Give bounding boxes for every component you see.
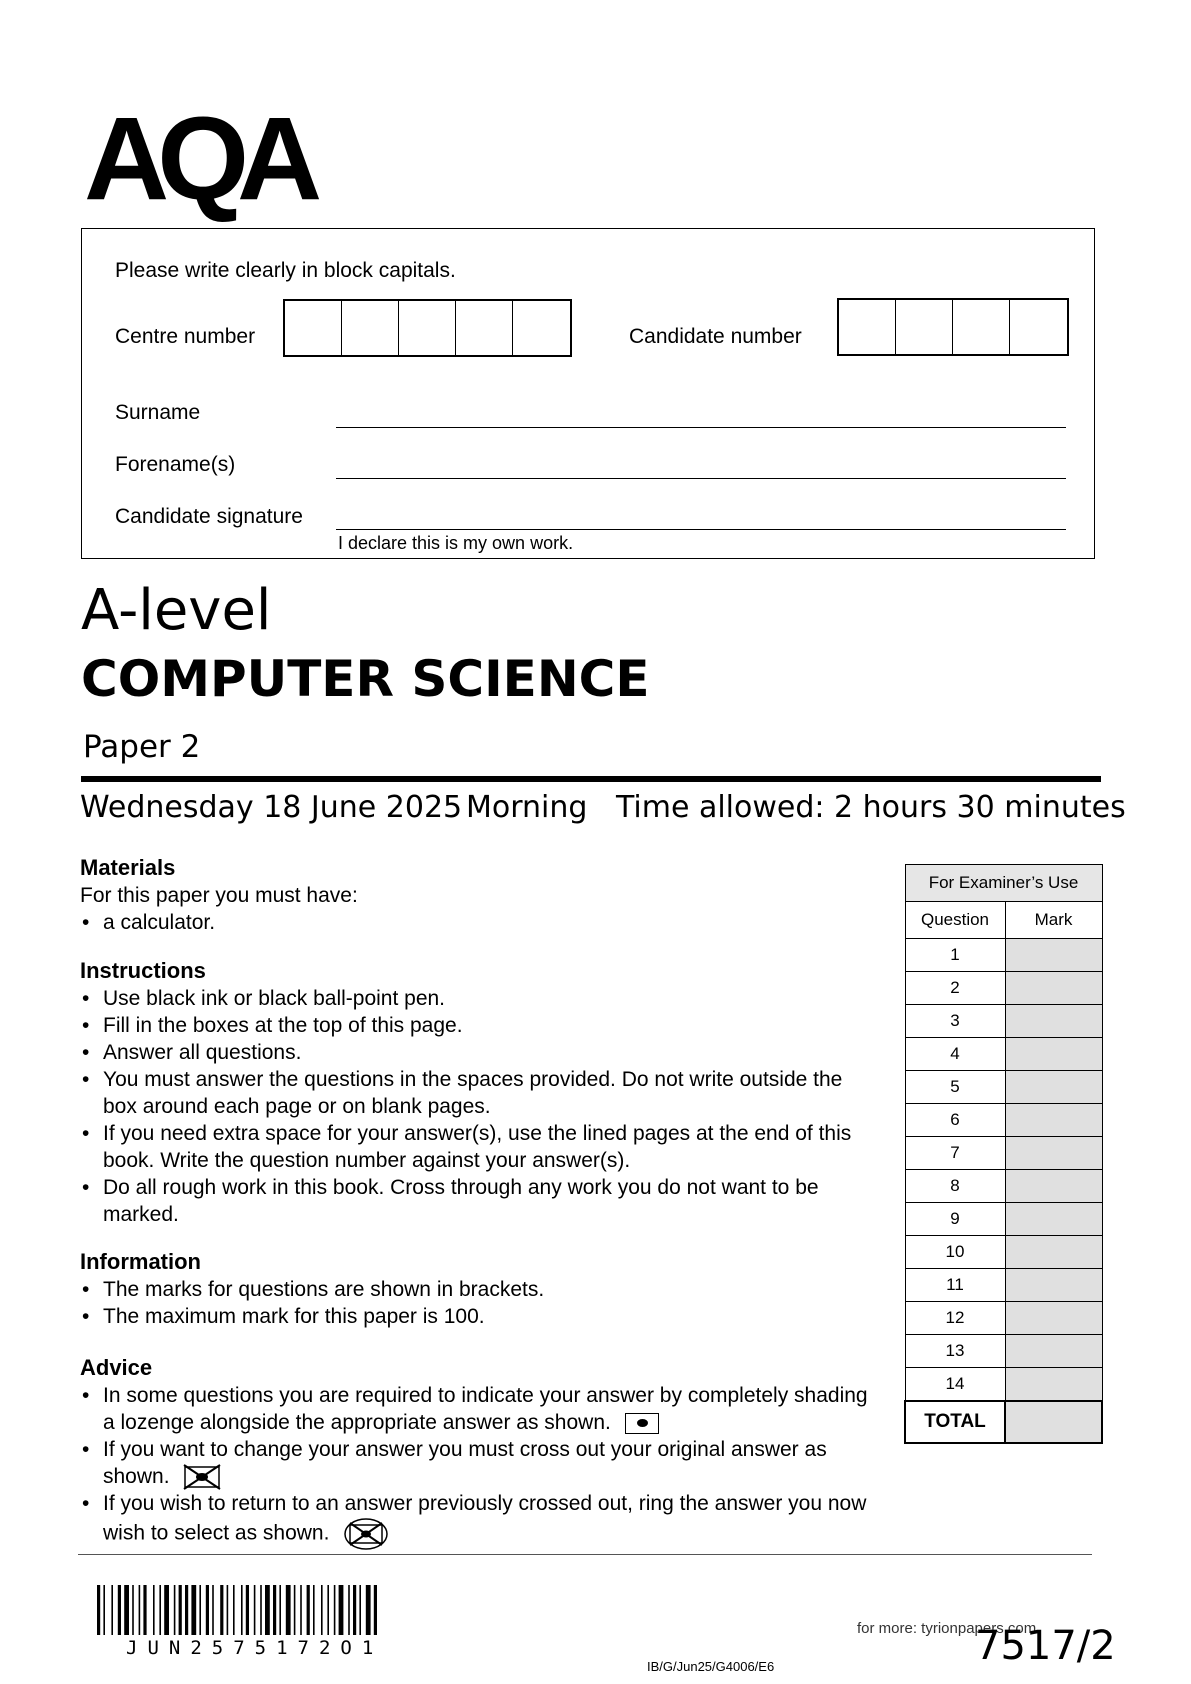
mark-cell[interactable] (1005, 1236, 1102, 1269)
centre-number-label: Centre number (115, 325, 256, 348)
materials-item: • a calculator. (80, 909, 870, 936)
title-divider (81, 776, 1101, 782)
information-item: • The marks for questions are shown in brackets. (80, 1276, 870, 1303)
question-number: 14 (905, 1368, 1005, 1402)
advice-heading: Advice (80, 1355, 153, 1380)
question-number: 13 (905, 1335, 1005, 1368)
subject-title: COMPUTER SCIENCE (81, 650, 650, 708)
candidate-details-box (81, 228, 1095, 559)
candidate-number-cell[interactable] (896, 300, 953, 354)
surname-label: Surname (115, 401, 201, 424)
information-section (80, 1248, 870, 1330)
question-number: 12 (905, 1302, 1005, 1335)
question-number: 11 (905, 1269, 1005, 1302)
mark-cell[interactable] (1005, 1137, 1102, 1170)
mark-cell[interactable] (1005, 1170, 1102, 1203)
advice-section (80, 1354, 870, 1551)
question-column-header: Question (905, 902, 1005, 939)
instructions-heading: Instructions (80, 958, 206, 983)
instruction-item: • If you need extra space for your answer(s), use the lined pages at the end of this book. Write the question number against your answer(s). (80, 1120, 870, 1174)
question-number: 3 (905, 1005, 1005, 1038)
advice-item-text: If you wish to return to an answer previously crossed out, ring the answer you now wish to select as shown. (103, 1492, 867, 1545)
question-number: 1 (905, 939, 1005, 972)
centre-number-cell[interactable] (342, 301, 399, 355)
question-number: 2 (905, 972, 1005, 1005)
crossed-lozenge-icon (183, 1464, 221, 1490)
centre-number-cell[interactable] (513, 301, 570, 355)
paper-number: Paper 2 (83, 729, 201, 765)
mark-cell[interactable] (1005, 1368, 1102, 1402)
forenames-label: Forename(s) (115, 453, 236, 476)
time-allowed: Time allowed: 2 hours 30 minutes (616, 790, 1126, 825)
centre-number-boxes (283, 299, 572, 357)
examiner-table-title: For Examiner’s Use (905, 865, 1102, 902)
mark-column-header: Mark (1005, 902, 1102, 939)
advice-item (80, 1436, 870, 1490)
mark-cell[interactable] (1005, 972, 1102, 1005)
question-number: 9 (905, 1203, 1005, 1236)
information-heading: Information (80, 1249, 201, 1274)
declaration-text: I declare this is my own work. (338, 533, 574, 553)
centre-number-cell[interactable] (285, 301, 342, 355)
candidate-number-boxes (837, 298, 1069, 356)
instruction-item: • Fill in the boxes at the top of this page. (80, 1012, 870, 1039)
exam-session: Morning (466, 790, 588, 825)
mark-cell[interactable] (1005, 1335, 1102, 1368)
instruction-item: • Do all rough work in this book. Cross through any work you do not want to be marked. (80, 1174, 870, 1228)
advice-item (80, 1490, 870, 1551)
total-label: TOTAL (905, 1401, 1005, 1443)
materials-intro: For this paper you must have: (80, 884, 358, 907)
mark-cell[interactable] (1005, 939, 1102, 972)
aqa-logo: AQA (84, 93, 311, 225)
mark-cell[interactable] (1005, 1203, 1102, 1236)
document-reference: IB/G/Jun25/G4006/E6 (647, 1659, 775, 1674)
signature-field[interactable] (336, 529, 1066, 530)
for-more-text: for more: tyrionpapers.com (857, 1620, 1037, 1637)
instruction-item: • Answer all questions. (80, 1039, 870, 1066)
advice-item-text: In some questions you are required to indicate your answer by completely shading a lozenge alongside the appropriate answer as shown. (103, 1384, 868, 1434)
mark-cell[interactable] (1005, 1302, 1102, 1335)
block-capitals-instruction: Please write clearly in block capitals. (115, 259, 456, 282)
centre-number-cell[interactable] (399, 301, 456, 355)
candidate-number-cell[interactable] (839, 300, 896, 354)
total-mark-cell[interactable] (1005, 1401, 1102, 1443)
ringed-lozenge-icon (343, 1517, 389, 1551)
candidate-number-cell[interactable] (953, 300, 1010, 354)
footer-divider (78, 1554, 1092, 1555)
question-number: 4 (905, 1038, 1005, 1071)
materials-section (80, 854, 870, 936)
mark-cell[interactable] (1005, 1005, 1102, 1038)
candidate-number-label: Candidate number (629, 325, 802, 348)
mark-cell[interactable] (1005, 1071, 1102, 1104)
surname-field[interactable] (336, 427, 1066, 428)
mark-cell[interactable] (1005, 1038, 1102, 1071)
instruction-item: • You must answer the questions in the spaces provided. Do not write outside the box around each page or on blank pages. (80, 1066, 870, 1120)
signature-label: Candidate signature (115, 505, 303, 528)
forenames-field[interactable] (336, 478, 1066, 479)
question-number: 10 (905, 1236, 1005, 1269)
barcode-image (97, 1585, 481, 1635)
candidate-number-cell[interactable] (1010, 300, 1067, 354)
qualification-level: A-level (81, 578, 272, 643)
shaded-lozenge-icon (625, 1413, 659, 1434)
question-number: 8 (905, 1170, 1005, 1203)
examiners-use-table (904, 864, 1103, 1444)
exam-date: Wednesday 18 June 2025 (80, 790, 463, 825)
advice-item-text: If you want to change your answer you must cross out your original answer as shown. (103, 1438, 827, 1488)
question-number: 5 (905, 1071, 1005, 1104)
advice-item (80, 1382, 870, 1436)
mark-cell[interactable] (1005, 1104, 1102, 1137)
question-number: 7 (905, 1137, 1005, 1170)
barcode-text: JUN2575172O1 (126, 1637, 384, 1659)
materials-heading: Materials (80, 855, 176, 880)
information-item: • The maximum mark for this paper is 100. (80, 1303, 870, 1330)
centre-number-cell[interactable] (456, 301, 513, 355)
question-number: 6 (905, 1104, 1005, 1137)
instructions-section (80, 957, 870, 1228)
paper-code: 7517/2 (975, 1623, 1116, 1669)
instruction-item: • Use black ink or black ball-point pen. (80, 985, 870, 1012)
mark-cell[interactable] (1005, 1269, 1102, 1302)
